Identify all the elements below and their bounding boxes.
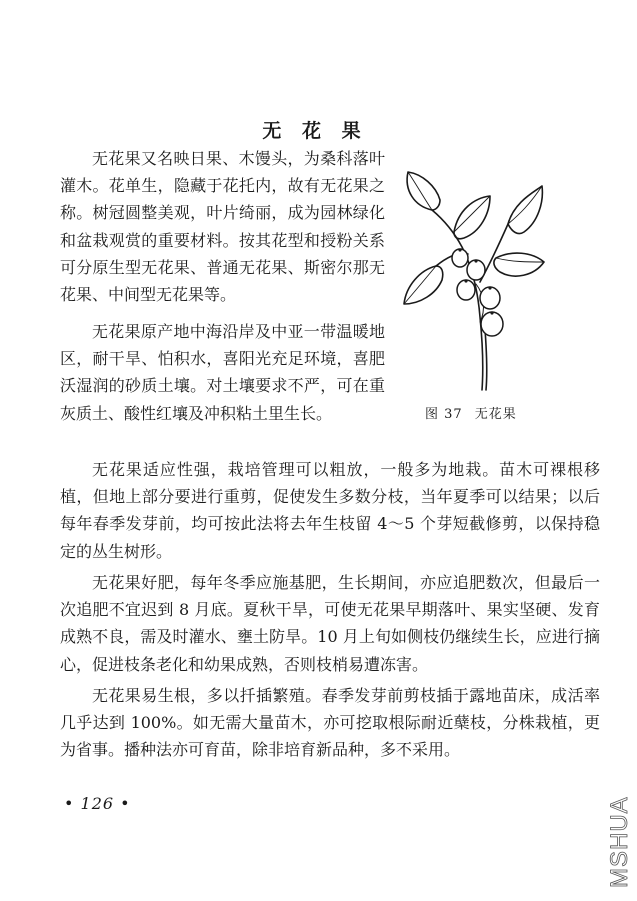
fig-branch-drawing xyxy=(396,162,546,394)
fig-fruit-4 xyxy=(480,287,500,309)
leaf-mid-right xyxy=(494,253,544,276)
main-stem xyxy=(432,210,483,390)
figure-caption xyxy=(425,403,529,422)
page-title: 无 花 果 xyxy=(262,120,368,142)
paragraph-5: 无花果易生根，多以扦插繁殖。春季发芽前剪枝插于露地苗床，成活率几乎达到 100%。如无需大量苗木，亦可挖取根际耐近蘖枝，分株栽植，更为省事。播种法亦可育苗，除非培育新品种，多不采用。 xyxy=(60,686,600,760)
paragraph-5-block xyxy=(60,682,600,764)
paragraph-2-block xyxy=(60,318,385,427)
fig-fruit-5 xyxy=(481,312,503,336)
watermark-text: MSHUA xyxy=(606,796,633,888)
page-number: • 126 • xyxy=(64,794,131,813)
leaf-vein-3 xyxy=(454,196,490,232)
paragraph-1-block xyxy=(60,145,385,308)
fig-branch-illustration xyxy=(396,162,546,394)
paragraph-3: 无花果适应性强，栽培管理可以粗放，一般多为地栽。苗木可裸根移植，但地上部分要进行重剪，促使发生多数分枝，当年夏季可以结果；以后每年春季发芽前，均可按此法将去年生枝留 4～5 个芽短截修剪，以保持稳定的丛生树形。 xyxy=(60,460,600,561)
leaf-vein-5 xyxy=(404,266,436,304)
leaf-vein-4 xyxy=(496,258,544,262)
paragraph-4-block xyxy=(60,569,600,678)
watermark-svg xyxy=(597,790,637,890)
leaf-upper-mid xyxy=(454,196,490,239)
paragraph-1: 无花果又名映日果、木馒头，为桑科落叶灌木。花单生，隐藏于花托内，故有无花果之称。树冠圆整美观，叶片绮丽，成为园林绿化和盆栽观赏的重要材料。按其花型和授粉关系可分原生型无花果、普通无花果、斯密尔那无花果、中间型无花果等。 xyxy=(60,149,385,305)
leaf-vein-1 xyxy=(508,186,542,224)
fig-fruit-1 xyxy=(452,249,468,267)
figure-label: 图 37 xyxy=(425,407,463,422)
leaf-mid-left xyxy=(404,266,443,304)
paragraph-4: 无花果好肥，每年冬季应施基肥，生长期间，亦应追肥数次，但最后一次追肥不宜迟到 8 月底。夏秋干旱，可使无花果早期落叶、果实坚硬、发育成熟不良，需及时灌水、壅土防旱。10 月上旬如侧枝仍继续生长，应进行摘心，促进枝条老化和幼果成熟，否则枝梢易遭冻害。 xyxy=(60,573,600,674)
fig-fruit-3 xyxy=(457,280,475,300)
figure-caption-text: 无花果 xyxy=(474,407,517,422)
paragraph-3-block xyxy=(60,456,600,565)
watermark xyxy=(597,790,637,890)
fig-fruit-2 xyxy=(467,260,485,280)
paragraph-2: 无花果原产地中海沿岸及中亚一带温暖地区，耐干旱、怕积水，喜阳光充足环境，喜肥沃湿润的砂质土壤。对土壤要求不严，可在重灰质土、酸性红壤及冲积粘土里生长。 xyxy=(60,322,385,423)
